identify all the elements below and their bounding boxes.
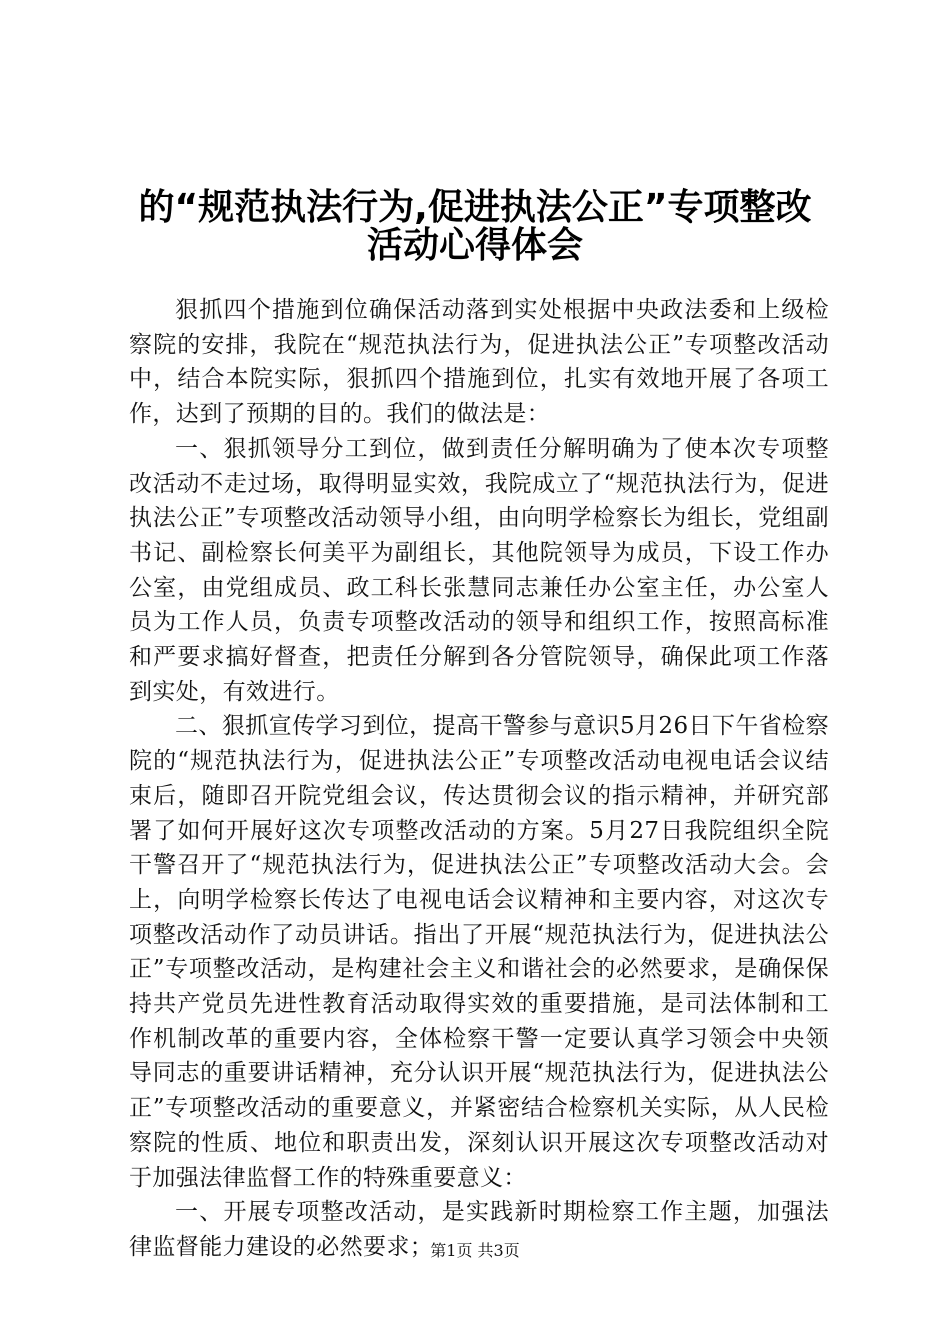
paragraph-intro: 狠抓四个措施到位确保活动落到实处根据中央政法委和上级检察院的安排，我院在“规范执法行为，促进执法公正”专项整改活动中，结合本院实际，狠抓四个措施到位，扎实有效地开展了各项工作，达到了预期的目的。我们的做法是：: [129, 297, 829, 428]
page-number-footer: 第1页 共3页: [430, 1241, 520, 1260]
paragraph-section-1: 一、狠抓领导分工到位，做到责任分解明确为了使本次专项整改活动不走过场，取得明显实效，我院成立了“规范执法行为，促进执法公正”专项整改活动领导小组，由向明学检察长为组长，党组副书记、副检察长何美平为副组长，其他院领导为成员，下设工作办公室，由党组成员、政工科长张慧同志兼任办公室主任，办公室人员为工作人员，负责专项整改活动的领导和组织工作，按照高标准和严要求搞好督查，把责任分解到各分管院领导，确保此项工作落到实处，有效进行。: [129, 435, 829, 705]
document-title-line-1: 的“规范执法行为,促进执法公正”专项整改: [138, 187, 812, 228]
document-body: [129, 293, 829, 1265]
document-title-line-2: 活动心得体会: [366, 225, 583, 266]
paragraph-point-1: 一、开展专项整改活动，是实践新时期检察工作主题，加强法律监督能力建设的必然要求；: [129, 1199, 829, 1260]
paragraph-section-2: 二、狠抓宣传学习到位，提高干警参与意识5月26日下午省检察院的“规范执法行为，促进执法公正”专项整改活动电视电话会议结束后，随即召开院党组会议，传达贯彻会议的指示精神，并研究部署了如何开展好这次专项整改活动的方案。5月27日我院组织全院干警召开了“规范执法行为，促进执法公正”专项整改活动大会。会上，向明学检察长传达了电视电话会议精神和主要内容，对这次专项整改活动作了动员讲话。指出了开展“规范执法行为，促进执法公正”专项整改活动，是构建社会主义和谐社会的必然要求，是确保保持共产党员先进性教育活动取得实效的重要措施，是司法体制和工作机制改革的重要内容，全体检察干警一定要认真学习领会中央领导同志的重要讲话精神，充分认识开展“规范执法行为，促进执法公正”专项整改活动的重要意义，并紧密结合检察机关实际，从人民检察院的性质、地位和职责出发，深刻认识开展这次专项整改活动对于加强法律监督工作的特殊重要意义：: [129, 713, 829, 1191]
